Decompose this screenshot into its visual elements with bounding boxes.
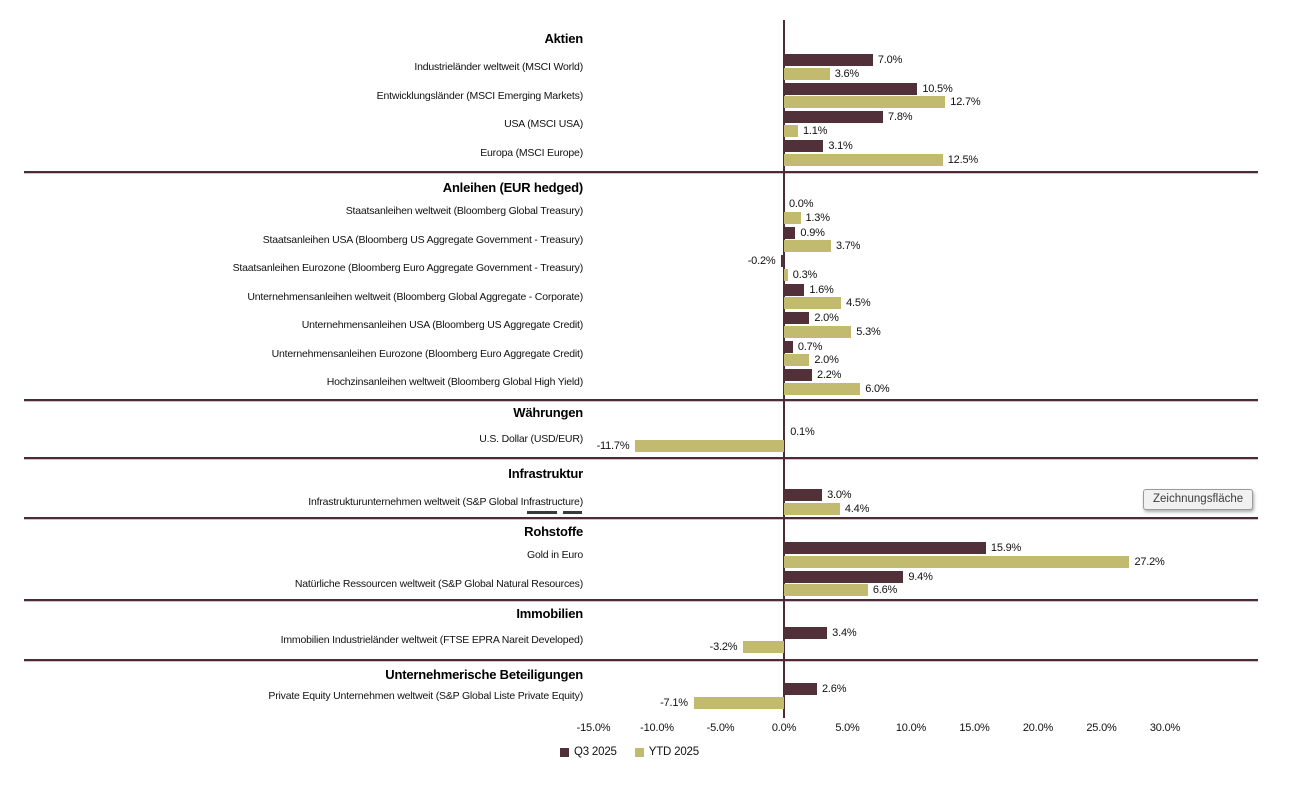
value-label-q3: 2.2% bbox=[816, 369, 842, 381]
value-label-q3: 2.0% bbox=[814, 312, 839, 324]
category-label: Staatsanleihen Eurozone (Bloomberg Euro Aggregate Government - Treasury) bbox=[232, 262, 583, 274]
bar-q3 bbox=[784, 111, 883, 123]
bar-q3 bbox=[784, 227, 795, 239]
section-heading: Infrastruktur bbox=[508, 466, 583, 481]
section-heading: Unternehmerische Beteiligungen bbox=[385, 667, 583, 682]
bar-ytd bbox=[784, 297, 841, 309]
category-label: Industrieländer weltweit (MSCI World) bbox=[414, 61, 583, 73]
value-label-ytd: -7.1% bbox=[660, 696, 688, 709]
x-axis-tick-label: -15.0% bbox=[576, 722, 611, 734]
bar-ytd bbox=[784, 584, 868, 596]
value-label-ytd: 6.0% bbox=[865, 382, 890, 395]
bar-ytd bbox=[784, 96, 945, 108]
value-label-q3: 10.5% bbox=[922, 82, 953, 95]
value-label-ytd: 27.2% bbox=[1134, 555, 1165, 568]
bar-q3 bbox=[781, 255, 784, 267]
value-label-ytd: 2.0% bbox=[814, 354, 839, 366]
bar-q3 bbox=[784, 426, 785, 438]
category-label: Private Equity Unternehmen weltweit (S&P Global Liste Private Equity) bbox=[268, 690, 583, 702]
category-label: Unternehmensanleihen Eurozone (Bloomberg Euro Aggregate Credit) bbox=[271, 347, 583, 360]
category-label: Immobilien Industrieländer weltweit (FTSE EPRA Nareit Developed) bbox=[280, 634, 583, 646]
category-label: U.S. Dollar (USD/EUR) bbox=[479, 433, 583, 445]
value-label-ytd: -11.7% bbox=[596, 439, 630, 452]
category-label: Unternehmensanleihen USA (Bloomberg US Aggregate Credit) bbox=[301, 319, 583, 331]
section-heading: Immobilien bbox=[516, 606, 583, 621]
bar-ytd bbox=[784, 556, 1129, 568]
legend-label-ytd: YTD 2025 bbox=[648, 746, 699, 758]
value-label-ytd: 1.3% bbox=[805, 211, 830, 224]
bar-q3 bbox=[784, 489, 822, 501]
x-axis-tick-label: 0.0% bbox=[771, 722, 797, 734]
value-label-ytd: 3.7% bbox=[835, 240, 861, 252]
category-label: USA (MSCI USA) bbox=[504, 118, 583, 131]
bar-ytd bbox=[784, 326, 851, 338]
value-label-q3: 1.6% bbox=[809, 283, 834, 296]
bar-ytd bbox=[784, 212, 801, 224]
value-label-q3: 0.1% bbox=[790, 426, 815, 438]
x-axis-tick-label: 5.0% bbox=[835, 722, 860, 734]
category-label: Staatsanleihen USA (Bloomberg US Aggregate Government - Treasury) bbox=[262, 233, 583, 246]
bar-q3 bbox=[784, 341, 793, 353]
bar-ytd bbox=[743, 641, 784, 653]
value-label-ytd: 4.4% bbox=[844, 502, 870, 515]
value-label-q3: 3.1% bbox=[828, 140, 853, 153]
legend-item-q3 bbox=[560, 746, 617, 758]
bar-ytd bbox=[784, 503, 840, 515]
value-label-q3: 0.7% bbox=[797, 340, 823, 353]
section-heading: Anleihen (EUR hedged) bbox=[442, 180, 583, 195]
bar-q3 bbox=[784, 284, 804, 296]
value-label-q3: 0.9% bbox=[800, 226, 825, 239]
bar-q3 bbox=[784, 312, 809, 324]
bar-ytd bbox=[784, 68, 830, 80]
value-label-q3: 7.8% bbox=[888, 111, 913, 124]
legend-item-ytd bbox=[635, 746, 699, 758]
section-divider bbox=[24, 399, 1258, 401]
value-label-q3: 7.0% bbox=[877, 54, 903, 66]
plot-area[interactable] bbox=[24, 20, 1258, 718]
value-label-q3: 3.4% bbox=[832, 627, 857, 639]
section-heading: Aktien bbox=[544, 31, 583, 46]
value-label-ytd: 12.5% bbox=[947, 153, 978, 166]
plot-area-tooltip: Zeichnungsfläche bbox=[1143, 489, 1253, 510]
category-label: Natürliche Ressourcen weltweit (S&P Global Natural Resources) bbox=[294, 577, 583, 590]
legend-label-q3: Q3 2025 bbox=[574, 746, 617, 758]
x-axis-tick-label: 25.0% bbox=[1086, 722, 1117, 734]
category-label: Europa (MSCI Europe) bbox=[480, 147, 583, 160]
value-label-q3: -0.2% bbox=[747, 255, 776, 267]
value-label-ytd: 4.5% bbox=[846, 297, 871, 309]
value-label-q3: 9.4% bbox=[908, 570, 933, 583]
bar-ytd bbox=[694, 697, 784, 709]
value-label-q3: 3.0% bbox=[827, 489, 852, 501]
bar-ytd bbox=[784, 240, 831, 252]
value-label-q3: 15.9% bbox=[990, 542, 1022, 554]
bar-q3 bbox=[784, 571, 903, 583]
category-label: Hochzinsanleihen weltweit (Bloomberg Global High Yield) bbox=[326, 376, 583, 388]
category-label: Staatsanleihen weltweit (Bloomberg Global Treasury) bbox=[345, 205, 583, 217]
category-label: Infrastrukturunternehmen weltweit (S&P Global Infrastructure) bbox=[308, 496, 583, 508]
section-divider bbox=[24, 599, 1258, 601]
bar-q3 bbox=[784, 542, 986, 554]
category-label: Entwicklungsländer (MSCI Emerging Markets) bbox=[376, 89, 583, 102]
bar-ytd bbox=[784, 154, 943, 166]
section-divider bbox=[24, 171, 1258, 173]
section-divider bbox=[24, 457, 1258, 459]
category-label: Gold in Euro bbox=[527, 549, 583, 561]
value-label-q3: 0.0% bbox=[789, 198, 814, 210]
bar-q3 bbox=[784, 683, 817, 695]
section-divider bbox=[24, 659, 1258, 661]
value-label-ytd: 1.1% bbox=[802, 124, 828, 137]
value-label-q3: 2.6% bbox=[822, 683, 847, 695]
value-label-ytd: 6.6% bbox=[872, 584, 898, 596]
x-axis-tick-label: 10.0% bbox=[895, 722, 927, 734]
x-axis-tick-label: -10.0% bbox=[640, 722, 674, 734]
section-heading: Währungen bbox=[513, 405, 583, 420]
section-heading: Rohstoffe bbox=[524, 524, 583, 539]
bar-ytd bbox=[784, 125, 798, 137]
legend bbox=[560, 746, 699, 758]
bar-ytd bbox=[784, 269, 788, 281]
legend-swatch-ytd bbox=[635, 748, 644, 757]
value-label-ytd: 5.3% bbox=[856, 325, 881, 338]
section-divider bbox=[24, 517, 1258, 519]
bar-q3 bbox=[784, 627, 827, 639]
legend-swatch-q3 bbox=[560, 748, 569, 757]
category-label: Unternehmensanleihen weltweit (Bloomberg Global Aggregate - Corporate) bbox=[247, 290, 583, 303]
x-axis-tick-label: 30.0% bbox=[1149, 722, 1181, 734]
value-label-ytd: 3.6% bbox=[834, 67, 859, 80]
bar-q3 bbox=[784, 140, 823, 152]
bar-q3 bbox=[784, 54, 873, 66]
value-label-ytd: 12.7% bbox=[950, 96, 981, 109]
x-axis-tick-label: -5.0% bbox=[706, 722, 735, 734]
value-label-ytd: 0.3% bbox=[792, 268, 818, 281]
bar-ytd bbox=[784, 354, 809, 366]
bar-q3 bbox=[784, 83, 917, 95]
value-label-ytd: -3.2% bbox=[709, 640, 738, 653]
bar-q3 bbox=[784, 369, 812, 381]
x-axis-tick-label: 15.0% bbox=[959, 722, 990, 734]
bar-ytd bbox=[784, 383, 860, 395]
x-axis-tick-label: 20.0% bbox=[1022, 722, 1054, 734]
bar-ytd bbox=[635, 440, 784, 452]
